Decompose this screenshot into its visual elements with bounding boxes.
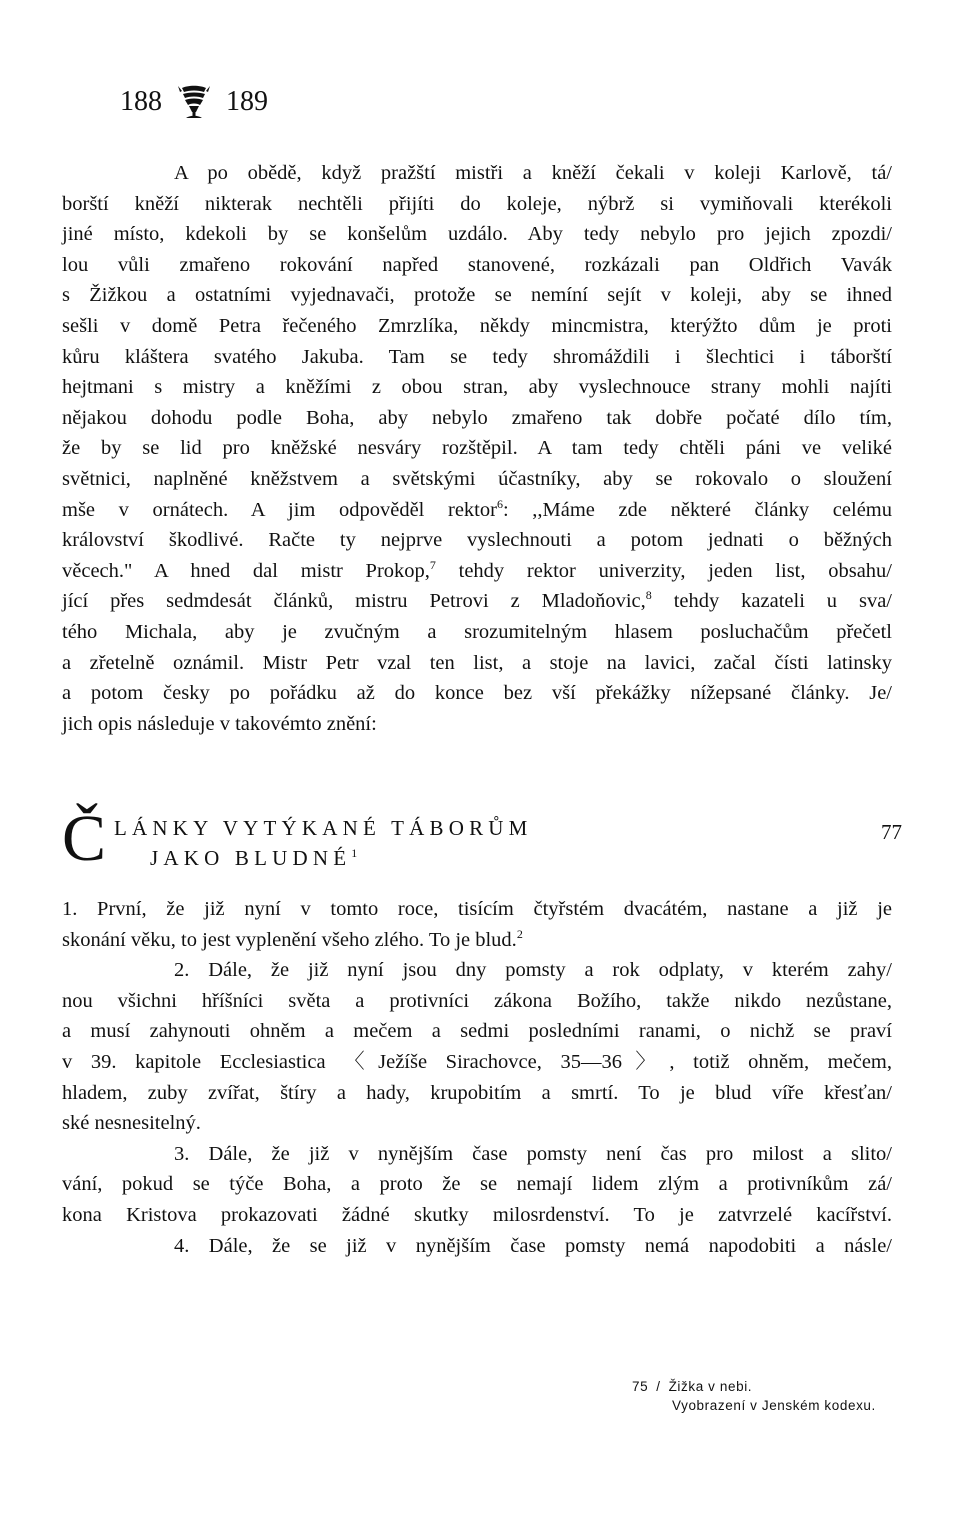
text-segment: tehdy rektor univerzity, jeden list, obsahu/	[435, 559, 892, 582]
article-line: kona Kristova prokazovati žádné skutky milosrdenství. To je zatvrzelé kacířství.	[62, 1203, 892, 1226]
footnote-marker: 1	[351, 846, 358, 860]
article-line: 1. První, že již nyní v tomto roce, tisícím čtyřstém dvacátém, nastane a již je	[62, 898, 892, 920]
text-line: hejtmani s mistry a kněžími z obou stran, aby vyslechnouce strany mohli najíti	[62, 376, 892, 399]
text-line: kůru kláštera svatého Jakuba. Tam se tedy shromáždili i šlechtici i táborští	[62, 345, 892, 368]
article-line	[62, 925, 892, 956]
text-line: a potom česky po pořádku až do konce bez vší překážky nížepsané články. Je/	[62, 682, 892, 705]
footnote-marker: 6	[496, 496, 503, 511]
article-line: hladem, zuby zvířat, štíry a hady, krupobitím a smrtí. To je blud víře křesťan/	[62, 1081, 892, 1104]
text-line	[62, 556, 892, 587]
text-line: nějakou dohodu podle Boha, aby nebylo zmařeno tak dobře počaté dílo tím,	[62, 406, 892, 429]
footnote-marker: 8	[645, 588, 652, 603]
text-line: jich opis následuje v takovémto znění:	[62, 712, 377, 735]
text-line: A po obědě, když pražští mistři a kněží čekali v koleji Karlově, tá/	[174, 162, 892, 184]
article-line: a musí zahynouti ohněm a mečem a sedmi posledními ranami, o nichž se praví	[62, 1020, 892, 1043]
text-line: světnici, naplněné kněžstvem a světskými účastníky, aby se rokovalo o sloužení	[62, 467, 892, 490]
article-line: 2. Dále, že již nyní jsou dny pomsty a rok odplaty, v kterém zahy/	[174, 959, 892, 982]
body-paragraph	[62, 158, 892, 739]
text-line: sešli v domě Petra řečeného Zmrzlíka, někdy mincmistra, kterýžto dům je proti	[62, 314, 892, 337]
article-line: 3. Dále, že již v nynějším čase pomsty není čas pro milost a slito/	[174, 1142, 892, 1165]
text-line	[62, 586, 892, 617]
caption-number: 75	[632, 1379, 649, 1394]
drop-initial: Č	[62, 802, 107, 875]
text-segment: věcech." A hned dal mistr Prokop,	[62, 559, 430, 582]
article-line: 4. Dále, že se již v nynějším čase pomsty nemá napodobiti a násle/	[174, 1234, 892, 1257]
section-heading	[62, 802, 902, 876]
text-segment: mše v ornátech. A jim odpověděl rektor	[62, 498, 497, 521]
text-line: borští kněží nikterak nechtěli přijíti do koleje, nýbrž si vymiňovali kterékoli	[62, 192, 892, 215]
caption-separator: /	[656, 1379, 661, 1394]
running-head	[120, 82, 268, 122]
text-segment: jící přes sedmdesát článků, mistru Petrovi z Mladoňovic,	[62, 590, 646, 613]
text-segment: skonání věku, to jest vyplenění všeho zlého. To je blud.	[62, 928, 517, 951]
page-number-left: 188	[120, 86, 162, 117]
text-line: jiné místo, kdekoli by se konšelům uzdálo. Aby tedy nebylo pro jejich zpozdi/	[62, 223, 892, 246]
article-line: ské nesnesitelný.	[62, 1112, 201, 1135]
text-line: že by se lid pro kněžské nesváry rozštěpil. A tam tedy chtěli páni ve veliké	[62, 437, 892, 460]
text-line: lou vůli zmařeno rokování napřed stanovené, rozkázali pan Oldřich Vavák	[62, 253, 892, 276]
margin-number: 77	[881, 820, 902, 844]
section-title-line-1: LÁNKY VYTÝKANÉ TÁBORŮM	[114, 816, 533, 840]
footnote-marker: 2	[516, 926, 523, 941]
page-number-right: 189	[226, 86, 268, 117]
text-line: a zřetelně oznámil. Mistr Petr vzal ten list, a stoje na lavici, začal čísti latinsky	[62, 651, 892, 674]
article-line: vání, pokud se týče Boha, a proto že se nemají lidem zlým a protivníkům zá/	[62, 1173, 892, 1196]
article-line: nou všichni hříšníci světa a protivníci zákona Božího, takže nikdo nezůstane,	[62, 989, 892, 1012]
text-line: s Žižkou a ostatními vyjednavači, protože se nemíní sejít v koleji, aby se ihned	[62, 284, 892, 307]
text-line: tého Michala, aby je zvučným a srozumitelným hlasem posluchačům přečetl	[62, 620, 892, 643]
articles-list	[62, 894, 892, 1261]
caption-subtitle: Vyobrazení v Jenském kodexu.	[672, 1398, 876, 1413]
article-line: v 39. kapitole Ecclesiastica 〈Ježíše Sirachovce, 35—36〉, totiž ohněm, mečem,	[62, 1050, 892, 1073]
section-title-line-2	[150, 846, 357, 871]
text-line	[62, 495, 892, 526]
footnote-marker: 7	[429, 557, 436, 572]
text-segment: tehdy kazateli u sva/	[651, 590, 892, 613]
caption-title: Žižka v nebi.	[668, 1379, 753, 1394]
text-line: království škodlivé. Račte ty nejprve vyslechnouti a potom jednati o běžných	[62, 529, 892, 552]
text-segment: : ,,Máme zde některé články celému	[502, 498, 892, 521]
hussite-chalice-ornament-icon	[174, 82, 214, 122]
section-title-text: JAKO BLUDNÉ	[150, 846, 352, 870]
illustration-caption	[632, 1377, 876, 1415]
